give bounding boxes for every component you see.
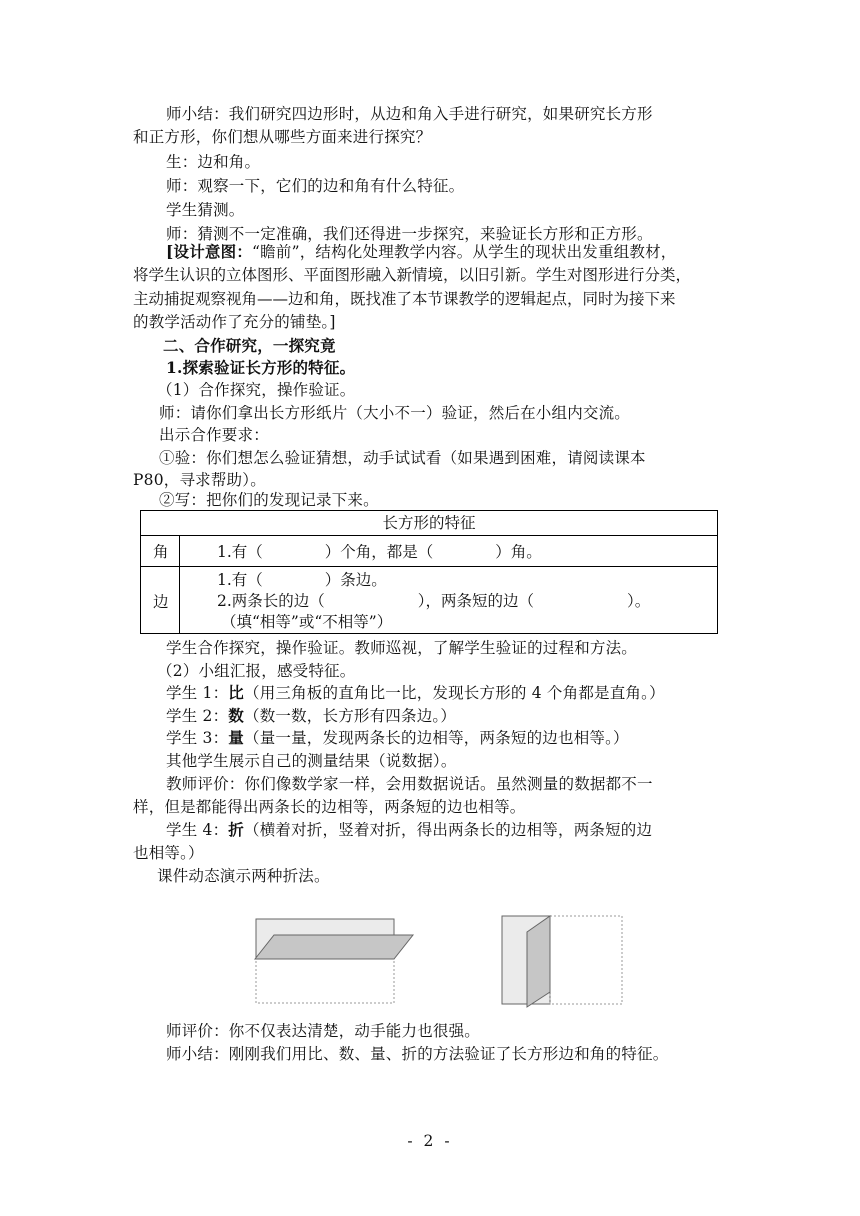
text-line: 学生合作探究，操作验证。教师巡视，了解学生验证的过程和方法。 (166, 639, 638, 657)
text-line: （1）合作探究，操作验证。 (157, 381, 356, 399)
text-line: 出示合作要求： (159, 426, 269, 444)
dashed-lower-half (256, 959, 394, 1003)
row-text-side-3: （填“相等”或“不相等”） (221, 613, 393, 631)
design-intent-text: “瞻前”，结构化处理教学内容。从学生的现状出发重组教材， (252, 243, 677, 261)
student-report-line: 学生 1：比（用三角板的直角比一比，发现长方形的 4 个角都是直角。） (166, 683, 665, 702)
text-line: 师评价：你不仅表达清楚，动手能力也很强。 (166, 1022, 481, 1040)
text-line: ①验：你们想怎么验证猜想，动手试试看（如果遇到困难，请阅读课本 (159, 449, 646, 467)
text-line: 师：请你们拿出长方形纸片（大小不一）验证，然后在小组内交流。 (159, 404, 631, 422)
table-divider (141, 535, 717, 536)
text-line: 样，但是都能得出两条长的边相等，两条短的边也相等。 (133, 798, 526, 816)
row-label-angle: 角 (153, 543, 169, 561)
vertical-fold-figure (498, 912, 628, 1008)
text-line: 也相等。） (133, 844, 204, 862)
text-line: 学生猜测。 (166, 201, 245, 219)
folded-flap (255, 935, 413, 959)
keyword-measure: 量 (228, 728, 244, 747)
text-line: 课件动态演示两种折法。 (157, 867, 330, 885)
text-line: 师小结：刚刚我们用比、数、量、折的方法验证了长方形边和角的特征。 (166, 1045, 669, 1063)
text-line: 师：猜测不一定准确，我们还得进一步探究，来验证长方形和正方形。 (166, 225, 653, 243)
text-line: 的教学活动作了充分的铺垫。] (133, 313, 336, 331)
rectangle-features-table (140, 510, 718, 634)
row-label-side: 边 (153, 593, 169, 611)
student-report-line: 学生 2：数（数一数，长方形有四条边。） (166, 706, 457, 725)
section-heading: 二、合作研究，一探究竟 (163, 336, 336, 355)
row-text-side-1: 1.有（ ）条边。 (217, 571, 387, 589)
text-line: 其他学生展示自己的测量结果（说数据）。 (166, 752, 457, 770)
row-text-angle: 1.有（ ）个角，都是（ ）角。 (217, 543, 542, 561)
text-line: 生：边和角。 (166, 153, 261, 171)
table-divider (179, 535, 180, 633)
text-line: （2）小组汇报，感受特征。 (157, 662, 356, 680)
text-line: P80，寻求帮助）。 (133, 471, 266, 489)
design-intent-label: [设计意图： (166, 242, 253, 261)
keyword-count: 数 (228, 706, 244, 725)
text-line: 主动捕捉观察视角——边和角，既找准了本节课教学的逻辑起点，同时为接下来 (133, 290, 676, 308)
dashed-right-half (550, 916, 622, 1004)
text-line: 教师评价：你们像数学家一样，会用数据说话。虽然测量的数据都不一 (166, 775, 653, 793)
student-report-line: 学生 3：量（量一量，发现两条长的边相等，两条短的边也相等。） (166, 728, 629, 747)
text-line: 将学生认识的立体图形、平面图形融入新情境，以旧引新。学生对图形进行分类， (133, 266, 692, 284)
folded-flap (527, 916, 550, 1007)
subsection-heading: 1.探索验证长方形的特征。 (166, 358, 356, 377)
table-title: 长方形的特征 (382, 514, 476, 532)
horizontal-fold-figure (252, 915, 417, 1007)
keyword-compare: 比 (228, 683, 244, 702)
text-line: 师小结：我们研究四边形时，从边和角入手进行研究，如果研究长方形 (166, 105, 653, 123)
text-line: 和正方形，你们想从哪些方面来进行探究？ (133, 128, 432, 146)
design-intent-line (166, 241, 677, 263)
row-text-side-2: 2.两条长的边（ ），两条短的边（ ）。 (217, 592, 651, 610)
student-report-line: 学生 4：折（横着对折，竖着对折，得出两条长的边相等，两条短的边 (166, 820, 653, 839)
text-line: 师：观察一下，它们的边和角有什么特征。 (166, 177, 465, 195)
keyword-fold: 折 (228, 820, 244, 839)
table-divider (141, 566, 717, 567)
page-number: - 2 - (407, 1132, 453, 1150)
text-line: ②写：把你们的发现记录下来。 (159, 491, 379, 509)
